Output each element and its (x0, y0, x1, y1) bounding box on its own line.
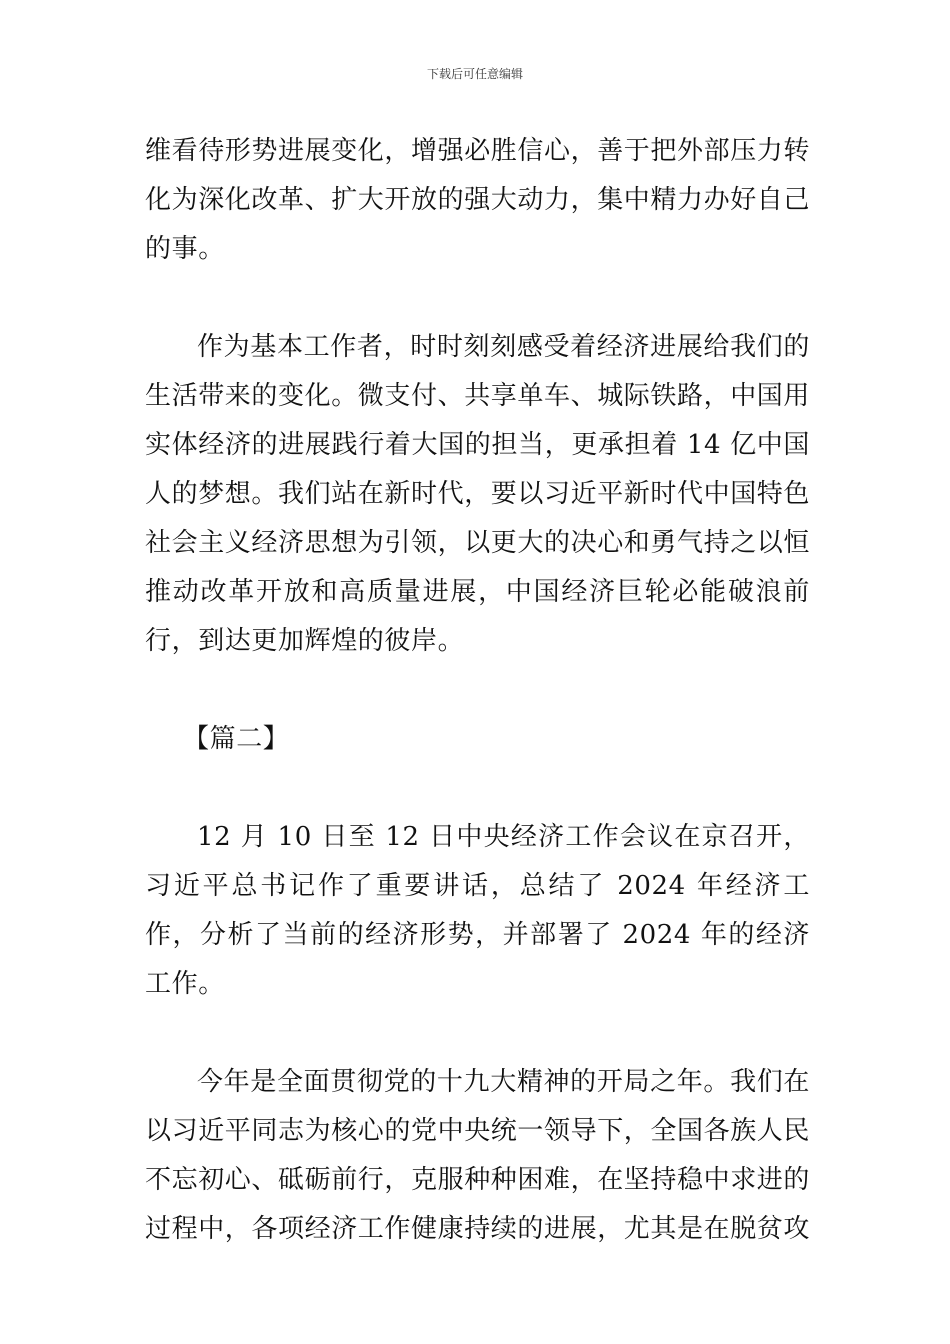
page-header-note: 下载后可任意编辑 (426, 67, 523, 81)
paragraph-continued: 维看待形势进展变化，增强必胜信心，善于把外部压力转化为深化改革、扩大开放的强大动力，集中精力办好自己的事。 (145, 136, 811, 264)
paragraph-this-year: 今年是全面贯彻党的十九大精神的开局之年。我们在以习近平同志为核心的党中央统一领导下，全国各族人民不忘初心、砥砺前行，克服种种困难，在坚持稳中求进的过程中，各项经济工作健康持续的进展，尤其是在脱贫攻 (145, 1067, 811, 1244)
paragraph-conference: 12 月 10 日至 12 日中央经济工作会议在京召开，习近平总书记作了重要讲话，总结了 2024 年经济工作，分析了当前的经济形势，并部署了 2024 年的经济工作。 (145, 822, 810, 999)
document-body (145, 127, 810, 1254)
section-heading-part-two: 【篇二】 (183, 724, 290, 754)
paragraph-grassroots-worker: 作为基本工作者，时时刻刻感受着经济进展给我们的生活带来的变化。微支付、共享单车、城际铁路，中国用实体经济的进展践行着大国的担当，更承担着 14 亿中国人的梦想。我们站在新时代，要以习近平新时代中国特色社会主义经济思想为引领，以更大的决心和勇气持之以恒推动改革开放和高质量进展，中国经济巨轮必能破浪前行，到达更加辉煌的彼岸。 (145, 332, 811, 656)
